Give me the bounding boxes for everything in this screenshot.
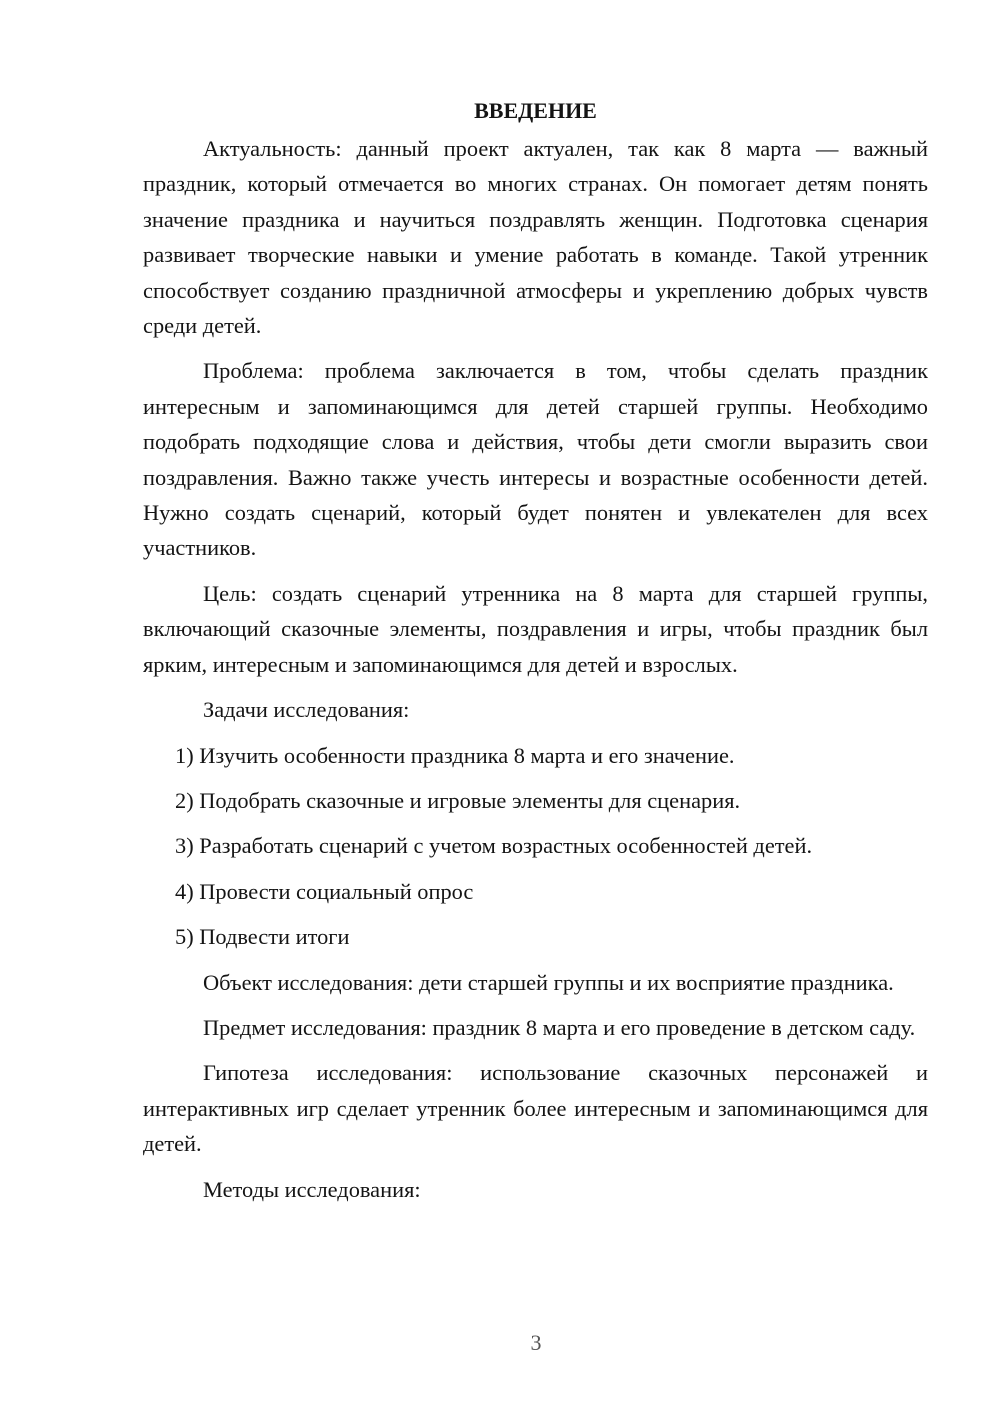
page-number: 3 — [530, 1330, 542, 1355]
methods-label: Методы исследования: — [203, 1176, 421, 1202]
tasks-label: Задачи исследования: — [203, 697, 410, 723]
task-item: 2) Подобрать сказочные и игровые элементы для сценария. — [175, 787, 741, 813]
goal-paragraph: Цель: создать сценарий утренника на 8 марта для старшей группы, включающий сказочные элементы, поздравления и игры, чтобы праздник был ярким, интересным и запоминающимся для детей и взрослых. — [143, 580, 928, 677]
hypothesis-paragraph: Гипотеза исследования: использование сказочных персонажей и интерактивных игр сделает утренник более интересным и запоминающимся для детей. — [143, 1060, 928, 1157]
subject-paragraph: Предмет исследования: праздник 8 марта и его проведение в детском саду. — [203, 1014, 916, 1040]
task-item: 1) Изучить особенности праздника 8 марта и его значение. — [175, 742, 735, 768]
document-page — [143, 96, 928, 1217]
tasks-list — [143, 738, 928, 955]
task-item: 4) Провести социальный опрос — [175, 878, 474, 904]
object-paragraph: Объект исследования: дети старшей группы и их восприятие праздника. — [203, 969, 894, 995]
section-heading: ВВЕДЕНИЕ — [474, 98, 597, 123]
problem-paragraph: Проблема: проблема заключается в том, чтобы сделать праздник интересным и запоминающимся для детей старшей группы. Необходимо подобрать подходящие слова и действия, чтобы дети смогли выразить свои поздравления. Важно также учесть интересы и возрастные особенности детей. Нужно создать сценарий, который будет понятен и увлекателен для всех участников. — [143, 358, 928, 561]
task-item: 3) Разработать сценарий с учетом возрастных особенностей детей. — [175, 833, 813, 859]
relevance-paragraph: Актуальность: данный проект актуален, так как 8 марта — важный праздник, который отмечается во многих странах. Он помогает детям понять значение праздника и научиться поздравлять женщин. Подготовка сценария развивает творческие навыки и умение работать в команде. Такой утренник способствует созданию праздничной атмосферы и укреплению добрых чувств среди детей. — [143, 136, 928, 339]
task-item: 5) Подвести итоги — [175, 924, 350, 950]
